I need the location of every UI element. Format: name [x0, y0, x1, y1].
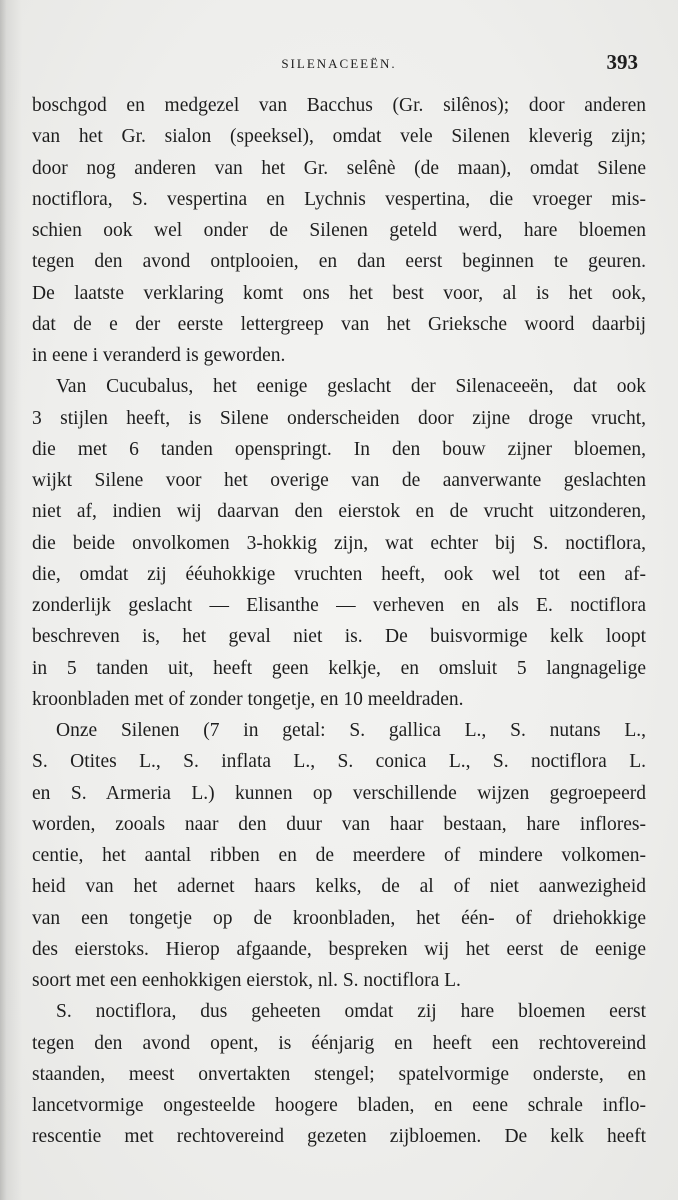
text-line: De laatste verklaring komt ons het best voor, al is het ook,: [32, 282, 646, 304]
text-line: staanden, meest onvertakten stengel; spatelvormige onderste, en: [32, 1063, 646, 1085]
text-line: beschreven is, het geval niet is. De buisvormige kelk loopt: [32, 626, 646, 648]
text-line: in eene i veranderd is geworden.: [32, 345, 286, 366]
text-line: soort met een eenhokkigen eierstok, nl. S. noctiflora L.: [32, 970, 461, 991]
text-line: kroonbladen met of zonder tongetje, en 10 meeldraden.: [32, 688, 464, 710]
text-line: worden, zooals naar den duur van haar bestaan, hare inflores-: [32, 813, 646, 835]
text-line: heid van het adernet haars kelks, de al of niet aanwezigheid: [32, 876, 646, 898]
page-header: [0, 50, 678, 74]
text-line: schien ook wel onder de Silenen geteld werd, hare bloemen: [32, 220, 646, 241]
running-head: SILENACEEËN.: [281, 56, 397, 71]
text-line: S. noctiflora, dus geheeten omdat zij hare bloemen eerst: [56, 1001, 646, 1023]
body-text: [32, 90, 646, 1153]
text-line: centie, het aantal ribben en de meerdere of mindere volkomen-: [32, 845, 646, 866]
text-line: zonderlijk geslacht — Elisanthe — verheven en als E. noctiflora: [32, 595, 646, 616]
text-line: S. Otites L., S. inflata L., S. conica L., S. noctiflora L.: [32, 751, 646, 773]
text-line: rescentie met rechtovereind gezeten zijbloemen. De kelk heeft: [32, 1126, 646, 1148]
text-line: tegen den avond ontplooien, en dan eerst beginnen te geuren.: [32, 251, 646, 273]
text-line: boschgod en medgezel van Bacchus (Gr. silênos); door anderen: [32, 95, 646, 116]
text-line: die, omdat zij ééuhokkige vruchten heeft, ook wel tot een af-: [32, 563, 646, 585]
page-number: 393: [606, 50, 638, 74]
text-line: tegen den avond opent, is éénjarig en heeft een rechtovereind: [32, 1032, 646, 1054]
text-line: van het Gr. sialon (speeksel), omdat vele Silenen kleverig zijn;: [32, 126, 646, 148]
text-line: des eierstoks. Hierop afgaande, bespreken wij het eerst de eenige: [32, 938, 646, 960]
text-line: niet af, indien wij daarvan den eierstok en de vrucht uitzonderen,: [32, 501, 646, 523]
text-line: lancetvormige ongesteelde hoogere bladen, en eene schrale inflo-: [32, 1095, 646, 1116]
text-line: noctiflora, S. vespertina en Lychnis vespertina, die vroeger mis-: [32, 188, 646, 210]
text-line: van een tongetje op de kroonbladen, het één- of driehokkige: [32, 907, 646, 929]
text-line: Onze Silenen (7 in getal: S. gallica L., S. nutans L.,: [56, 720, 646, 741]
text-line: dat de e der eerste lettergreep van het Grieksche woord daarbij: [32, 313, 646, 335]
page-gutter-shadow: [0, 0, 22, 1200]
text-line: wijkt Silene voor het overige van de aanverwante geslachten: [32, 470, 646, 491]
text-line: en S. Armeria L.) kunnen op verschillende wijzen gegroepeerd: [32, 782, 646, 804]
text-line: 3 stijlen heeft, is Silene onderscheiden door zijne droge vrucht,: [32, 407, 646, 429]
text-line: door nog anderen van het Gr. selênè (de maan), omdat Silene: [32, 157, 646, 179]
text-line: Van Cucubalus, het eenige geslacht der Silenaceeën, dat ook: [56, 376, 646, 398]
text-line: in 5 tanden uit, heeft geen kelkje, en omsluit 5 langnagelige: [32, 657, 646, 679]
text-line: die met 6 tanden openspringt. In den bouw zijner bloemen,: [32, 438, 646, 460]
text-line: die beide onvolkomen 3-hokkig zijn, wat echter bij S. noctiflora,: [32, 532, 646, 554]
